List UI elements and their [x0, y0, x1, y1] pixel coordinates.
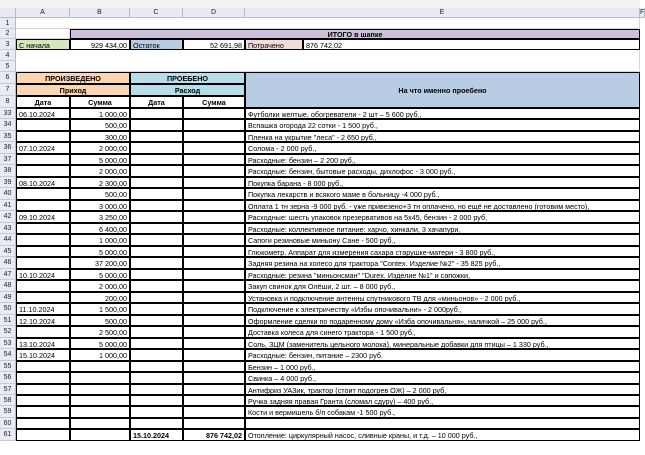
expense-date-cell[interactable]: [130, 246, 183, 257]
expense-date-cell[interactable]: [130, 395, 183, 406]
note-cell[interactable]: Футболки желтые, обогреватели - 2 шт – 5 600 руб.,: [245, 108, 640, 119]
date-cell[interactable]: [16, 280, 70, 291]
date-cell[interactable]: 08.10.2024: [16, 177, 70, 188]
sum-cell[interactable]: 3 250,00: [70, 211, 130, 222]
note-cell[interactable]: Глюкометр. Аппарат для измерения сахара старушке-матери - 3 800 руб.,: [245, 246, 640, 257]
expense-date-cell[interactable]: [130, 165, 183, 176]
date-cell[interactable]: [16, 131, 70, 142]
expense-sum-cell[interactable]: [183, 361, 245, 372]
expense-sum-cell[interactable]: [183, 211, 245, 222]
row-header[interactable]: 2: [0, 29, 16, 39]
date-cell[interactable]: [16, 395, 70, 406]
sum-cell[interactable]: 2 000,00: [70, 165, 130, 176]
sum-cell[interactable]: 2 300,00: [70, 177, 130, 188]
sum-cell[interactable]: 2 000,00: [70, 142, 130, 153]
date-cell[interactable]: 06.10.2024: [16, 108, 70, 119]
date-cell[interactable]: [16, 429, 70, 440]
row-header[interactable]: 5: [0, 61, 16, 72]
date-cell[interactable]: [16, 292, 70, 303]
expense-sum-cell[interactable]: [183, 315, 245, 326]
row-header[interactable]: 50: [0, 303, 16, 314]
expense-sum-cell[interactable]: [183, 223, 245, 234]
sum-cell[interactable]: 500,00: [70, 188, 130, 199]
sum-cell[interactable]: 2 000,00: [70, 280, 130, 291]
row-header[interactable]: 60: [0, 418, 16, 429]
expense-sum-cell[interactable]: [183, 280, 245, 291]
sum-cell[interactable]: 1 000,00: [70, 349, 130, 360]
expense-sum-cell[interactable]: [183, 154, 245, 165]
date-cell[interactable]: 15.10.2024: [16, 349, 70, 360]
sum-cell[interactable]: [70, 395, 130, 406]
row-header[interactable]: 53: [0, 338, 16, 349]
sum-cell[interactable]: 3 000,00: [70, 200, 130, 211]
sum-cell[interactable]: 1 000,00: [70, 234, 130, 245]
date-cell[interactable]: [16, 165, 70, 176]
note-cell[interactable]: Свинка – 4 000 руб.,: [245, 372, 640, 383]
column-header-d[interactable]: D: [183, 8, 245, 18]
row-header[interactable]: 34: [0, 119, 16, 130]
expense-sum-cell[interactable]: [183, 257, 245, 268]
row-header[interactable]: 51: [0, 315, 16, 326]
row-header[interactable]: 58: [0, 395, 16, 406]
note-cell[interactable]: Закуп свинок для Олёши, 2 шт. – 8 000 руб.,: [245, 280, 640, 291]
date-cell[interactable]: 13.10.2024: [16, 338, 70, 349]
expense-sum-cell[interactable]: [183, 326, 245, 337]
row-header[interactable]: 57: [0, 384, 16, 395]
row-header[interactable]: 59: [0, 406, 16, 417]
row-header[interactable]: 7: [0, 84, 16, 96]
expense-sum-cell[interactable]: [183, 234, 245, 245]
expense-sum-cell[interactable]: [183, 177, 245, 188]
expense-date-cell[interactable]: [130, 280, 183, 291]
sum-cell[interactable]: 200,00: [70, 292, 130, 303]
row-header[interactable]: 8: [0, 96, 16, 108]
date-cell[interactable]: [16, 188, 70, 199]
summary-title[interactable]: ИТОГО в шапке: [70, 29, 640, 39]
date-cell[interactable]: [16, 154, 70, 165]
sum-cell[interactable]: [70, 361, 130, 372]
date-cell[interactable]: [16, 406, 70, 417]
note-cell[interactable]: Отопление: циркулярный насос, сливные краны, и т.д. – 10 000 руб.,: [245, 429, 640, 440]
note-cell[interactable]: Подключение к электричеству «Избы опочивальни» - 2 000руб.,: [245, 303, 640, 314]
expense-sum-cell[interactable]: [183, 384, 245, 395]
expense-date-cell[interactable]: [130, 223, 183, 234]
expense-date-cell[interactable]: [130, 131, 183, 142]
expense-date-cell[interactable]: [130, 292, 183, 303]
expense-sum-cell[interactable]: [183, 165, 245, 176]
expense-date-cell[interactable]: [130, 200, 183, 211]
row-header[interactable]: 49: [0, 292, 16, 303]
expense-date-cell[interactable]: [130, 303, 183, 314]
date-cell[interactable]: [16, 384, 70, 395]
note-cell[interactable]: Антифриз УАЗик, трактор (стоит подогрев ОЖ) – 2 000 руб,: [245, 384, 640, 395]
row-header[interactable]: 47: [0, 269, 16, 280]
sum-header-income[interactable]: Сумма: [70, 96, 130, 108]
expense-sum-cell[interactable]: [183, 188, 245, 199]
cell-blank[interactable]: [16, 18, 640, 29]
sum-cell[interactable]: 5 000,00: [70, 154, 130, 165]
row-header[interactable]: 3: [0, 39, 16, 50]
date-header-income[interactable]: Дата: [16, 96, 70, 108]
expense-date-cell[interactable]: [130, 211, 183, 222]
sum-cell[interactable]: 37 200,00: [70, 257, 130, 268]
expense-sum-cell[interactable]: [183, 108, 245, 119]
row-header[interactable]: 41: [0, 200, 16, 211]
row-header[interactable]: 36: [0, 142, 16, 153]
row-header[interactable]: 56: [0, 372, 16, 383]
expense-date-cell[interactable]: [130, 349, 183, 360]
sum-cell[interactable]: 5 000,00: [70, 338, 130, 349]
expense-date-cell[interactable]: [130, 119, 183, 130]
column-header-f[interactable]: F: [640, 9, 645, 16]
expense-date-cell[interactable]: [130, 177, 183, 188]
note-cell[interactable]: Расходные: коллективное питание: харчо, хинкали, 3 хачапури,: [245, 223, 640, 234]
expense-date-cell[interactable]: [130, 406, 183, 417]
row-header[interactable]: 4: [0, 50, 16, 61]
note-cell[interactable]: Покупка лекарств и всякого маме в больницу -4 000 руб.,: [245, 188, 640, 199]
sum-cell[interactable]: 6 400,00: [70, 223, 130, 234]
date-header-expense[interactable]: Дата: [130, 96, 183, 108]
date-cell[interactable]: [16, 361, 70, 372]
expense-date-cell[interactable]: 15.10.2024: [130, 429, 183, 440]
date-cell[interactable]: [16, 257, 70, 268]
column-header-a[interactable]: A: [16, 8, 70, 18]
date-cell[interactable]: [16, 223, 70, 234]
expense-header[interactable]: Расход: [130, 84, 245, 96]
sum-cell[interactable]: 5 000,00: [70, 269, 130, 280]
row-header[interactable]: 46: [0, 257, 16, 268]
remain-label[interactable]: Остаток: [130, 39, 183, 50]
sum-cell[interactable]: 500,00: [70, 119, 130, 130]
note-cell[interactable]: Оформление сделки по подаренному дому «Изба опочивальня», наличкой – 25 000 руб.,: [245, 315, 640, 326]
remain-value[interactable]: 52 691,98: [183, 39, 245, 50]
date-cell[interactable]: 11.10.2024: [16, 303, 70, 314]
note-cell[interactable]: Оплата 1 тн зерна -9 000 руб. - уже привезено+3 тн оплачено, но ещё не доставлено (готовим место),: [245, 200, 640, 211]
sum-cell[interactable]: [70, 418, 130, 429]
expense-date-cell[interactable]: [130, 315, 183, 326]
expense-sum-cell[interactable]: [183, 406, 245, 417]
column-header-c[interactable]: C: [130, 8, 183, 18]
expense-date-cell[interactable]: [130, 418, 183, 429]
row-header[interactable]: 35: [0, 131, 16, 142]
row-header[interactable]: 55: [0, 361, 16, 372]
note-cell[interactable]: Доставка колеса для синего трактора - 1 500 руб.,: [245, 326, 640, 337]
sum-cell[interactable]: 1 000,00: [70, 108, 130, 119]
row-header[interactable]: 38: [0, 165, 16, 176]
expense-date-cell[interactable]: [130, 269, 183, 280]
row-header[interactable]: 48: [0, 280, 16, 291]
sum-cell[interactable]: [70, 384, 130, 395]
expense-sum-cell[interactable]: [183, 292, 245, 303]
row-header[interactable]: 33: [0, 108, 16, 119]
note-cell[interactable]: Вспашка огорода 22 сотки - 1 500 руб.,: [245, 119, 640, 130]
spent-value[interactable]: 876 742,02: [303, 39, 640, 50]
note-cell[interactable]: Установка и подключение антенны спутникового ТВ для «миньонов» - 2 000 руб.,: [245, 292, 640, 303]
sum-cell[interactable]: [70, 372, 130, 383]
note-cell[interactable]: [245, 418, 640, 429]
sum-cell[interactable]: [70, 429, 130, 440]
date-cell[interactable]: [16, 234, 70, 245]
date-cell[interactable]: 09.10.2024: [16, 211, 70, 222]
expense-date-cell[interactable]: [130, 372, 183, 383]
row-header[interactable]: 52: [0, 326, 16, 337]
row-header[interactable]: 1: [0, 18, 16, 29]
row-header[interactable]: 43: [0, 223, 16, 234]
sum-cell[interactable]: 300,00: [70, 131, 130, 142]
expense-sum-cell[interactable]: [183, 349, 245, 360]
expense-sum-cell[interactable]: [183, 303, 245, 314]
expense-sum-cell[interactable]: [183, 418, 245, 429]
note-cell[interactable]: Расходные: резина "миньонсман" "Durex. Изделие №1" и сапожки,: [245, 269, 640, 280]
date-cell[interactable]: [16, 200, 70, 211]
expense-date-cell[interactable]: [130, 142, 183, 153]
start-label[interactable]: С начала: [16, 39, 70, 50]
expense-sum-cell[interactable]: 876 742,02: [183, 429, 245, 440]
cell-blank[interactable]: [16, 29, 70, 39]
expense-date-cell[interactable]: [130, 154, 183, 165]
row-header[interactable]: 61: [0, 429, 16, 440]
expense-sum-cell[interactable]: [183, 338, 245, 349]
expense-date-cell[interactable]: [130, 188, 183, 199]
expense-date-cell[interactable]: [130, 384, 183, 395]
date-cell[interactable]: [16, 326, 70, 337]
sum-cell[interactable]: 1 500,00: [70, 303, 130, 314]
date-cell[interactable]: [16, 372, 70, 383]
sum-cell[interactable]: [70, 406, 130, 417]
expense-sum-cell[interactable]: [183, 246, 245, 257]
row-header[interactable]: 37: [0, 154, 16, 165]
select-all-corner[interactable]: [0, 8, 16, 18]
row-header[interactable]: 42: [0, 211, 16, 222]
expense-date-cell[interactable]: [130, 338, 183, 349]
produced-header[interactable]: ПРОИЗВЕДЕНО: [16, 72, 130, 84]
row-header[interactable]: 44: [0, 234, 16, 245]
row-header[interactable]: 39: [0, 177, 16, 188]
spent-out-header[interactable]: ПРОЕБЕНО: [130, 72, 245, 84]
expense-sum-cell[interactable]: [183, 119, 245, 130]
note-cell[interactable]: Задняя резина на колесо для трактора "Contex. Изделие №2" - 35 825 руб.,: [245, 257, 640, 268]
column-header-e[interactable]: E: [245, 8, 640, 18]
expense-sum-cell[interactable]: [183, 372, 245, 383]
note-cell[interactable]: Соль, ЗЦМ (заменитель цельного молока), минеральные добавки для птицы – 1 330 руб.,: [245, 338, 640, 349]
note-cell[interactable]: Бензин – 1 000 руб.,: [245, 361, 640, 372]
sum-header-expense[interactable]: Сумма: [183, 96, 245, 108]
note-cell[interactable]: Расходные: шесть упаковок презервативов на 5х45, бензин - 2 000 руб,: [245, 211, 640, 222]
column-header-b[interactable]: B: [70, 8, 130, 18]
sum-cell[interactable]: 5 000,00: [70, 246, 130, 257]
note-cell[interactable]: Сапоги резиновые миньону Сане - 500 руб.,: [245, 234, 640, 245]
row-header[interactable]: 45: [0, 246, 16, 257]
what-for-header[interactable]: На что именно проебено: [245, 72, 640, 108]
note-cell[interactable]: Покупка барана - 8 000 руб.,: [245, 177, 640, 188]
date-cell[interactable]: [16, 246, 70, 257]
note-cell[interactable]: Солома - 2 000 руб.,: [245, 142, 640, 153]
note-cell[interactable]: Расходные: бензин – 2 200 руб.,: [245, 154, 640, 165]
date-cell[interactable]: [16, 418, 70, 429]
note-cell[interactable]: Расходные: бензин, бытовые расходы, дихлофос - 3 000 руб.,: [245, 165, 640, 176]
note-cell[interactable]: Ручка задняя правая Гранта (сломал сдуру) – 400 руб.,: [245, 395, 640, 406]
date-cell[interactable]: [16, 119, 70, 130]
expense-date-cell[interactable]: [130, 326, 183, 337]
cell-blank[interactable]: [16, 50, 640, 72]
sum-cell[interactable]: 2 500,00: [70, 326, 130, 337]
date-cell[interactable]: 12.10.2024: [16, 315, 70, 326]
expense-sum-cell[interactable]: [183, 395, 245, 406]
date-cell[interactable]: 10.10.2024: [16, 269, 70, 280]
row-header[interactable]: 40: [0, 188, 16, 199]
expense-date-cell[interactable]: [130, 257, 183, 268]
expense-sum-cell[interactable]: [183, 142, 245, 153]
income-header[interactable]: Приход: [16, 84, 130, 96]
expense-sum-cell[interactable]: [183, 269, 245, 280]
expense-sum-cell[interactable]: [183, 200, 245, 211]
expense-date-cell[interactable]: [130, 361, 183, 372]
expense-sum-cell[interactable]: [183, 131, 245, 142]
note-cell[interactable]: Расходные: бензин, питание – 2300 руб.: [245, 349, 640, 360]
note-cell[interactable]: Кости и вермишель б/п собакам -1 500 руб.,: [245, 406, 640, 417]
expense-date-cell[interactable]: [130, 108, 183, 119]
sum-cell[interactable]: 500,00: [70, 315, 130, 326]
date-cell[interactable]: 07.10.2024: [16, 142, 70, 153]
expense-date-cell[interactable]: [130, 234, 183, 245]
spent-label[interactable]: Потрачено: [245, 39, 303, 50]
row-header[interactable]: 54: [0, 349, 16, 360]
note-cell[interactable]: Пленка на укрытие "леса" - 2 650 руб.,: [245, 131, 640, 142]
start-value[interactable]: 929 434,00: [70, 39, 130, 50]
row-header[interactable]: 6: [0, 72, 16, 84]
